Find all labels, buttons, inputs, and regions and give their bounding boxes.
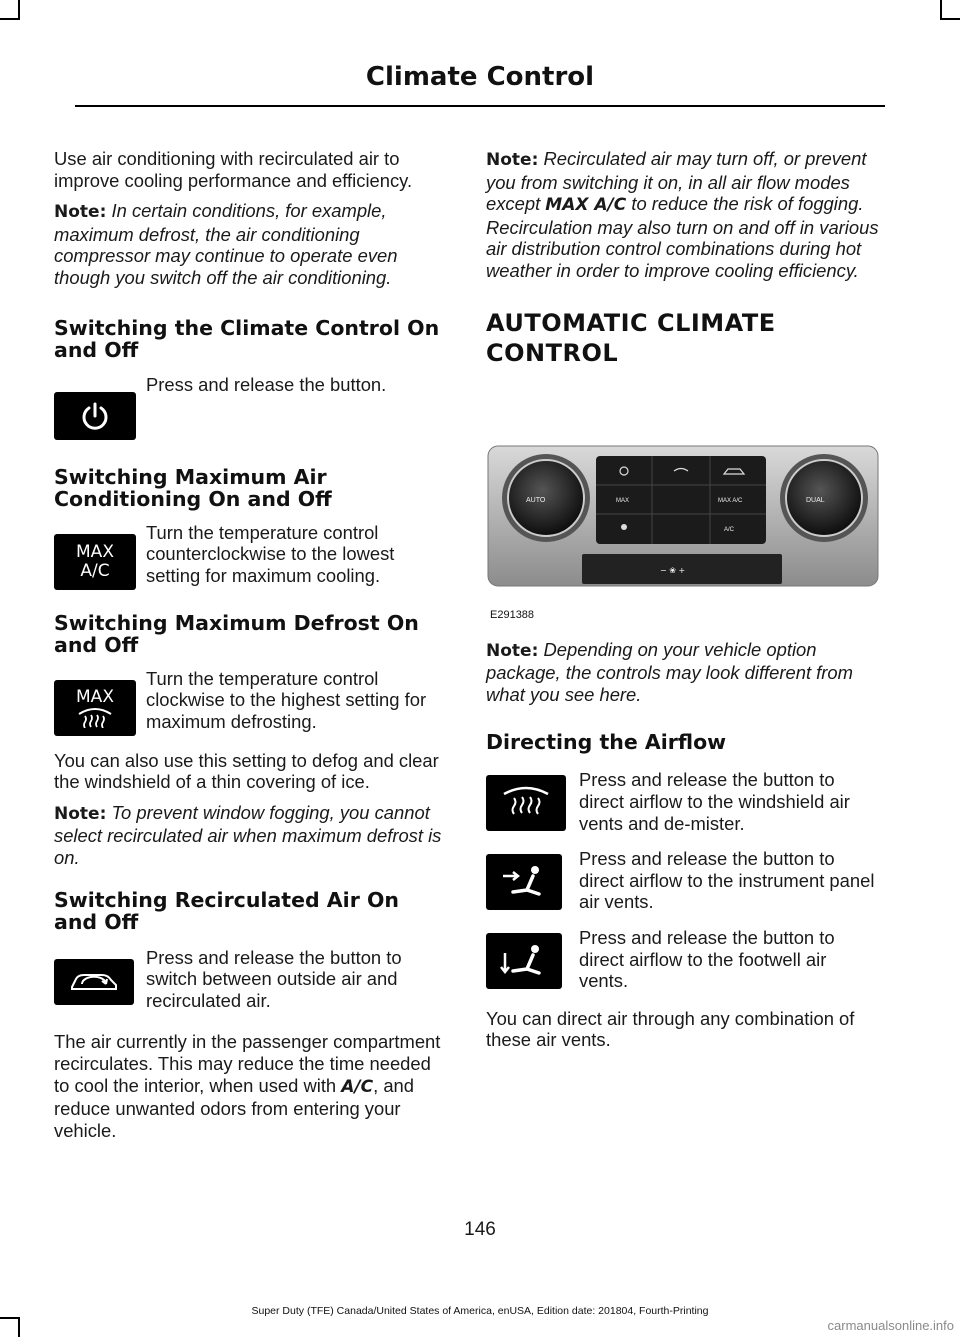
header-rule xyxy=(75,105,885,107)
note-label: Note: xyxy=(54,803,107,824)
climate-panel-illustration xyxy=(486,428,880,623)
left-column xyxy=(54,148,446,1141)
note-label: Note: xyxy=(486,640,539,661)
heading-max-ac: Switching Maximum Air Conditioning On and Off xyxy=(54,464,332,511)
recirc-paragraph-text: The air currently in the passenger compartment recirculates. This may reduce the time needed to cool the interior, when used with xyxy=(54,1031,441,1096)
max-ac-icon-label: A/C xyxy=(80,560,110,581)
airflow-footwell-text: Press and release the button to direct airflow to the footwell air vents. xyxy=(579,926,835,992)
recirc-paragraph xyxy=(54,1031,446,1141)
airflow-windshield-text: Press and release the button to direct airflow to the windshield air vents and de-mister. xyxy=(579,769,850,834)
max-defrost-row xyxy=(54,668,446,736)
note-text: Depending on your vehicle option package, the controls may look different from what you see here. xyxy=(486,638,853,705)
edition-footer: Super Duty (TFE) Canada/United States of America, enUSA, Edition date: 201804, Fourth-Printing xyxy=(251,1305,709,1317)
heading-line: CONTROL xyxy=(486,338,619,367)
knob-label-auto: AUTO xyxy=(526,496,546,504)
figure-caption: E291388 xyxy=(490,608,535,621)
note-recirculation xyxy=(486,148,880,282)
max-defrost-icon xyxy=(54,680,136,736)
max-ac-row xyxy=(54,522,446,590)
max-ac-icon-label: MAX xyxy=(76,541,114,562)
heading-directing-airflow: Directing the Airflow xyxy=(486,730,727,755)
crop-mark xyxy=(18,0,20,20)
recirc-paragraph-text: , and reduce unwanted odors from entering your vehicle. xyxy=(54,1074,415,1141)
note-compressor xyxy=(54,200,446,288)
page-number: 146 xyxy=(464,1219,496,1240)
note-vehicle-option xyxy=(486,639,880,706)
max-defrost-text: Turn the temperature control clockwise to the highest setting for maximum defrosting. xyxy=(146,667,427,732)
knob-label-dual: DUAL xyxy=(806,496,825,504)
heading-automatic-climate xyxy=(486,308,880,368)
recirc-row xyxy=(54,947,446,1012)
climate-panel-figure xyxy=(486,428,880,623)
note-text: In certain conditions, for example, maximum defrost, the air conditioning compressor may continue to operate even though you switch off the air conditioning. xyxy=(54,200,398,288)
note-label: Note: xyxy=(486,150,539,170)
crop-mark xyxy=(0,18,20,20)
recirc-paragraph-ac: A/C xyxy=(341,1076,374,1097)
button-label-max: MAX xyxy=(616,497,630,504)
note-label: Note: xyxy=(54,202,107,223)
note-text: Recirculated air may turn off, or prevent you from switching it on, in all air flow modes except xyxy=(486,148,867,215)
button-label-max-ac: MAX A/C xyxy=(718,497,743,504)
airflow-panel-text: Press and release the button to direct airflow to the instrument panel air vents. xyxy=(579,848,875,913)
power-icon xyxy=(54,392,136,440)
airflow-footwell-row xyxy=(486,927,880,992)
fan-control-label: − ❀ + xyxy=(660,565,686,575)
recirculation-icon xyxy=(54,959,134,1005)
airflow-windshield-row xyxy=(486,769,880,834)
windshield-defrost-icon xyxy=(486,775,566,831)
max-defrost-icon-label: MAX xyxy=(76,686,114,707)
note-text: to reduce the risk of fogging. Recirculation may also turn on and off in various air distribution control combinations during hot weather in order to improve cooling efficiency. xyxy=(486,193,879,281)
note-text: To prevent window fogging, you cannot select recirculated air when maximum defrost is on. xyxy=(54,801,442,868)
airflow-combination-paragraph: You can direct air through any combination of these air vents. xyxy=(486,1007,855,1051)
recirc-text: Press and release the button to switch between outside air and recirculated air. xyxy=(146,946,402,1011)
watermark: carmanualsonline.info xyxy=(827,1318,954,1333)
max-ac-icon xyxy=(54,534,136,590)
right-column xyxy=(486,148,880,1051)
airflow-panel-row xyxy=(486,848,880,913)
defog-paragraph: You can also use this setting to defog and clear the windshield of a thin covering of ice. xyxy=(54,749,439,793)
max-ac-text: Turn the temperature control counterclockwise to the lowest setting for maximum cooling. xyxy=(146,521,395,586)
intro-paragraph: Use air conditioning with recirculated air to improve cooling performance and efficiency. xyxy=(54,148,413,191)
on-off-text: Press and release the button. xyxy=(146,373,387,395)
note-max-ac: MAX A/C xyxy=(545,195,627,216)
heading-recirculated-air: Switching Recirculated Air On and Off xyxy=(54,887,399,934)
crop-mark xyxy=(940,18,960,20)
heading-climate-on-off: Switching the Climate Control On and Off xyxy=(54,315,440,362)
crop-mark xyxy=(0,1317,20,1319)
heading-line: AUTOMATIC CLIMATE xyxy=(486,308,776,337)
crop-mark xyxy=(18,1317,20,1337)
crop-mark xyxy=(940,0,942,20)
heading-max-defrost: Switching Maximum Defrost On and Off xyxy=(54,610,419,657)
on-off-row xyxy=(54,373,446,440)
button-label-ac: A/C xyxy=(724,526,735,533)
panel-vent-icon xyxy=(486,854,562,910)
note-window-fogging xyxy=(54,802,446,869)
page-title: Climate Control xyxy=(365,62,595,92)
footwell-vent-icon xyxy=(486,933,562,989)
